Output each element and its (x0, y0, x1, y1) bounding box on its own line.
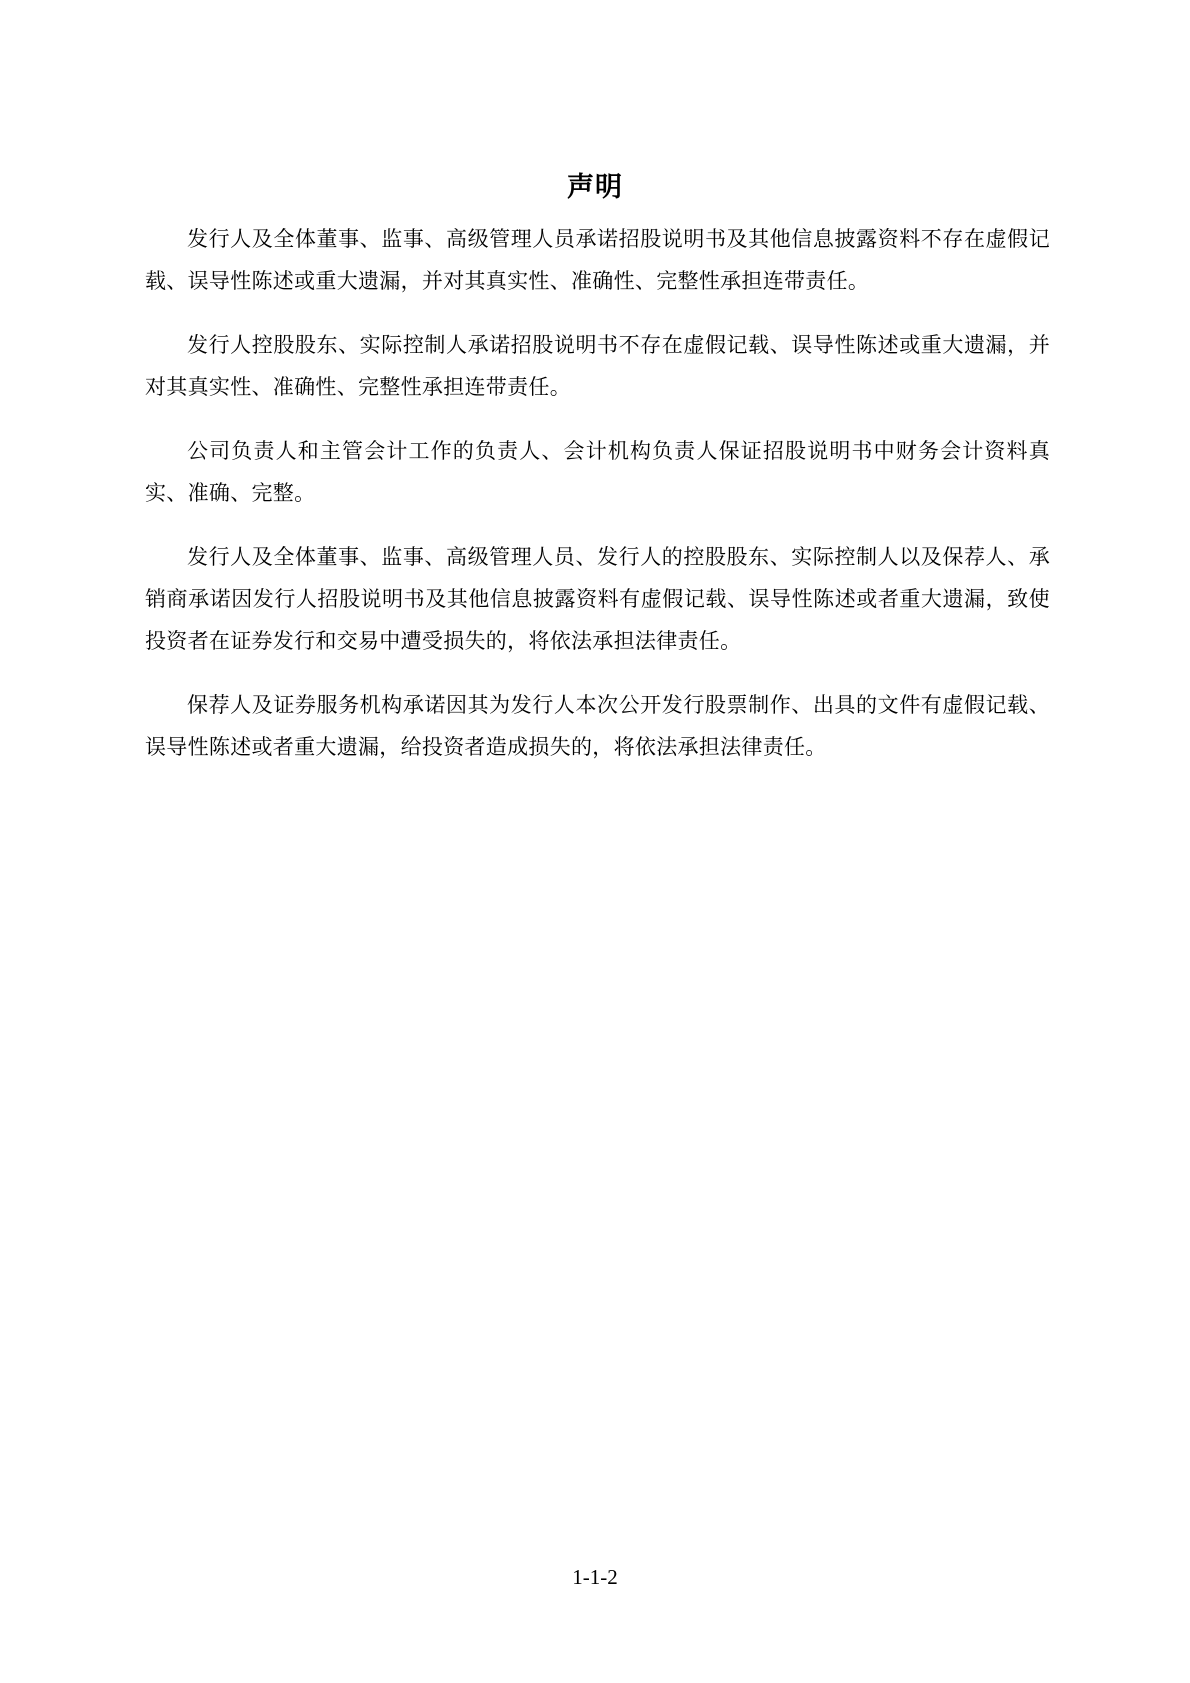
paragraph-issuer-directors: 发行人及全体董事、监事、高级管理人员承诺招股说明书及其他信息披露资料不存在虚假记载、误导性陈述或重大遗漏，并对其真实性、准确性、完整性承担连带责任。 (145, 227, 1050, 293)
page-title: 声明 (567, 172, 623, 204)
paragraph-sponsor-underwriter: 发行人及全体董事、监事、高级管理人员、发行人的控股股东、实际控制人以及保荐人、承销商承诺因发行人招股说明书及其他信息披露资料有虚假记载、误导性陈述或者重大遗漏，致使投资者在证券发行和交易中遭受损失的，将依法承担法律责任。 (145, 545, 1050, 653)
paragraph-controlling-shareholder: 发行人控股股东、实际控制人承诺招股说明书不存在虚假记载、误导性陈述或重大遗漏，并对其真实性、准确性、完整性承担连带责任。 (145, 333, 1050, 399)
paragraph-service-institutions: 保荐人及证券服务机构承诺因其为发行人本次公开发行股票制作、出具的文件有虚假记载、误导性陈述或者重大遗漏，给投资者造成损失的，将依法承担法律责任。 (145, 693, 1050, 759)
paragraph-accounting-responsibility: 公司负责人和主管会计工作的负责人、会计机构负责人保证招股说明书中财务会计资料真实、准确、完整。 (145, 439, 1050, 505)
declaration-body (145, 218, 1050, 790)
page-number: 1-1-2 (572, 1565, 618, 1589)
